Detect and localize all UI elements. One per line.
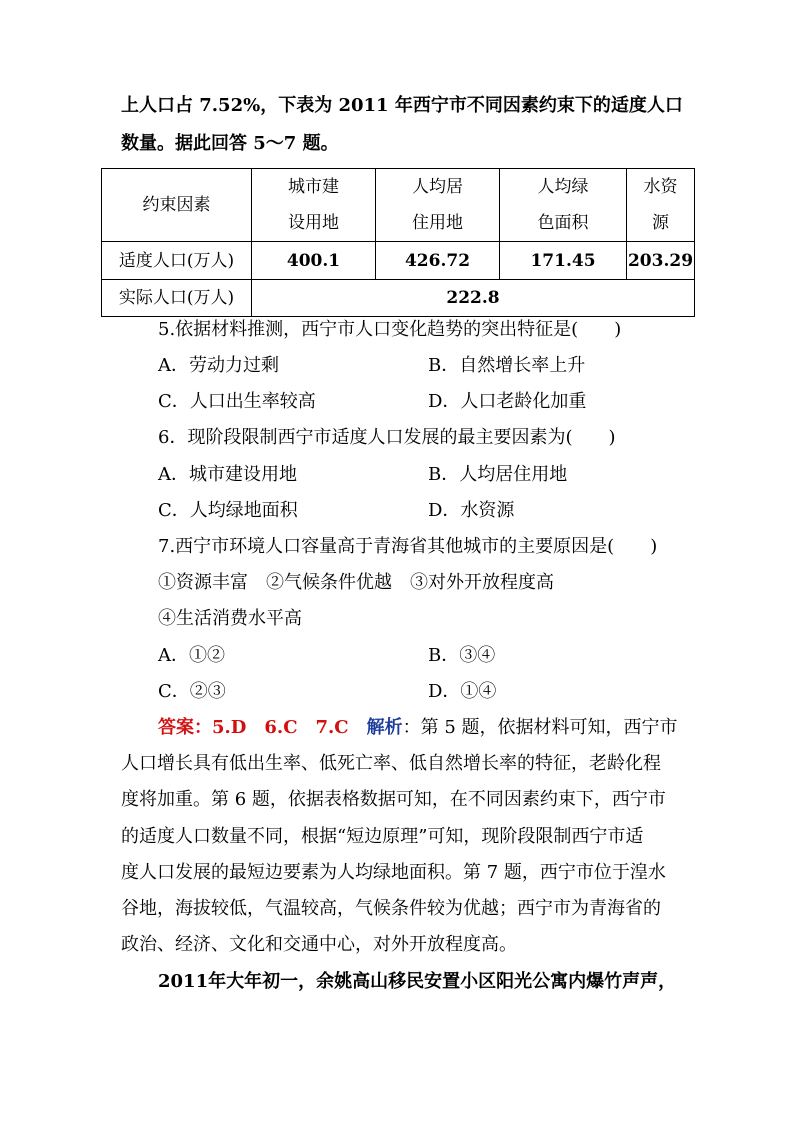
intro-line-2: 数量。据此回答 5～7 题。 [121,133,339,154]
question-7-option-d: D．①④ [428,681,497,702]
table-cell: 400.1 [252,242,376,279]
question-7-option-b: B．③④ [428,645,496,666]
row-label-suitable: 适度人口(万人) [102,242,252,279]
answer-line-1 [158,719,678,737]
analysis-text-start: ：第 5 题，依据材料可知，西宁市 [402,717,678,738]
question-6-option-c: C．人均绿地面积 [158,500,298,521]
table-cell: 426.72 [376,242,500,279]
row-label-actual: 实际人口(万人) [102,279,252,316]
header-urban-construction-land: 城市建 设用地 [252,169,376,242]
table-cell: 203.29 [627,242,695,279]
intro-line-1: 上人口占 7.52%，下表为 2011 年西宁市不同因素约束下的适度人口 [121,95,683,116]
table-row-actual-population [102,279,695,316]
header-residential-land: 人均居 住用地 [376,169,500,242]
question-7-items-line-1: ①资源丰富 ②气候条件优越 ③对外开放程度高 [158,572,554,593]
table-cell: 171.45 [500,242,627,279]
next-paragraph: 2011年大年初一，余姚高山移民安置小区阳光公寓内爆竹声声， [158,971,677,992]
question-6-option-b: B．人均居住用地 [428,464,568,485]
question-5-option-d: D．人口老龄化加重 [428,391,587,412]
question-5-option-b: B．自然增长率上升 [428,355,586,376]
question-6-stem: 6．现阶段限制西宁市适度人口发展的最主要因素为( ) [158,427,616,448]
analysis-line-3: 度将加重。第 6 题，依据表格数据可知，在不同因素约束下，西宁市 [121,789,666,810]
table-row-suitable-population [102,242,695,279]
analysis-line-6: 谷地，海拔较低，气温较高，气候条件较为优越；西宁市为青海省的 [121,898,661,919]
question-6-option-d: D．水资源 [428,500,515,521]
question-5-stem: 5.依据材料推测，西宁市人口变化趋势的突出特征是( ) [158,319,622,340]
analysis-line-4: 的适度人口数量不同，根据“短边原理”可知，现阶段限制西宁市适 [121,826,644,847]
question-7-option-c: C．②③ [158,681,226,702]
answer-label: 答案： [158,717,212,738]
analysis-line-5: 度人口发展的最短边要素为人均绿地面积。第 7 题，西宁市位于湟水 [121,862,666,883]
question-7-stem: 7.西宁市环境人口容量高于青海省其他城市的主要原因是( ) [158,536,658,557]
analysis-line-2: 人口增长具有低出生率、低死亡率、低自然增长率的特征，老龄化程 [121,753,661,774]
analysis-line-7: 政治、经济、文化和交通中心，对外开放程度高。 [121,934,517,955]
question-5-option-a: A．劳动力过剩 [158,355,279,376]
question-5-option-c: C．人口出生率较高 [158,391,316,412]
question-7-option-a: A．①② [158,645,225,666]
question-6-option-a: A．城市建设用地 [158,464,297,485]
header-green-area: 人均绿 色面积 [500,169,627,242]
question-7-items-line-2: ④生活消费水平高 [158,608,302,629]
analysis-label: 解析 [366,717,403,738]
population-constraint-table [101,168,695,317]
table-cell-actual-value: 222.8 [252,279,695,316]
answer-keys: 5.D 6.C 7.C [212,717,349,738]
header-constraint-factor: 约束因素 [102,169,252,242]
header-water-resources: 水资 源 [627,169,695,242]
table-header-row [102,169,695,242]
